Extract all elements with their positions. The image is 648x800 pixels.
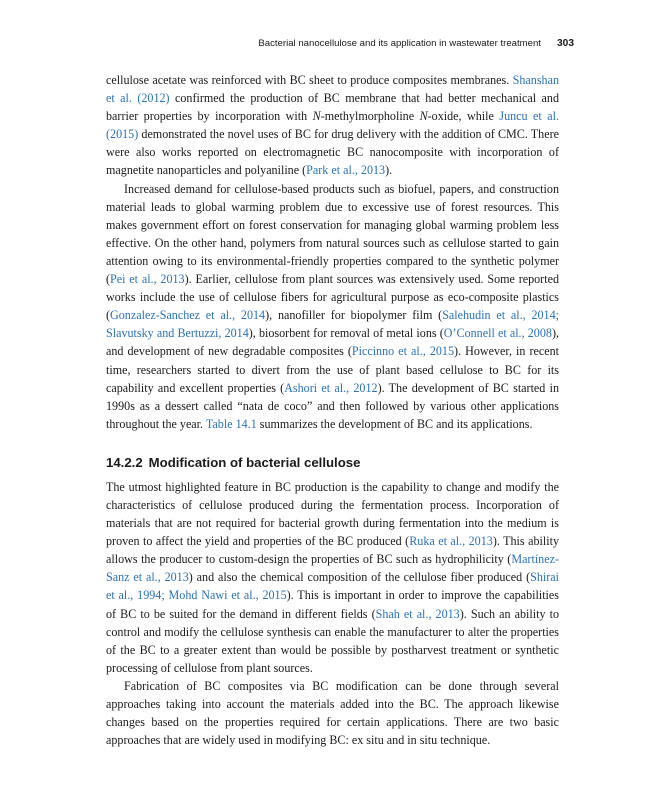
italic-text: N — [419, 109, 428, 124]
citation-link[interactable]: Shirai et al., 1994; Mohd Nawi et al., 2015 — [106, 570, 559, 603]
text-run: confirmed the production of BC membrane that had better mechanical and barrier properties by incorporation with — [106, 91, 559, 124]
text-run: ), biosorbent for removal of metal ions ( — [248, 326, 444, 341]
italic-text: N — [312, 109, 321, 124]
running-title: Bacterial nanocellulose and its application in wastewater treatment — [258, 38, 541, 49]
page-number: 303 — [557, 38, 574, 49]
text-run: demonstrated the novel uses of BC for drug delivery with the addition of CMC. There were also works reported on electromagnetic BC nanocomposite with incorporation of magnetite nanoparticles and polyaniline ( — [106, 127, 559, 178]
text-run: Increased demand for cellulose-based products such as biofuel, papers, and construction material leads to global warming problem due to excessive use of forest resources. This makes government effort on forest conservation for managing global warming problem less effective. On the other hand, polymers from natural sources such as cellulose started to gain attention owing to its environmental-friendly properties compared to the synthetic polymer ( — [106, 181, 559, 287]
citation-link[interactable]: Salehudin et al., 2014; Slavutsky and Bertuzzi, 2014 — [106, 308, 559, 341]
paragraph-1 — [106, 71, 559, 180]
paragraph-3 — [106, 478, 559, 677]
text-run: ) and also the chemical composition of the cellulose fiber produced ( — [188, 570, 531, 585]
citation-link[interactable]: Piccinno et al., 2015 — [351, 344, 455, 359]
text-run: -oxide, while — [427, 109, 500, 124]
table-reference-link[interactable]: Table 14.1 — [205, 416, 257, 431]
paragraph-2 — [106, 180, 559, 433]
citation-link[interactable]: Martínez-Sanz et al., 2013 — [106, 552, 559, 585]
text-run: ). However, in recent time, researchers started to divert from the use of plant based cellulose to BC for its capability and excellent properties ( — [106, 344, 559, 395]
page-body — [106, 71, 559, 749]
citation-link[interactable]: Gonzalez-Sanchez et al., 2014 — [110, 308, 266, 323]
text-run: summarizes the development of BC and its applications. — [256, 416, 533, 431]
text-run: ). Such an ability to control and modify the cellulose synthesis can enable the manufacturer to alter the properties of the BC to a greater extent than would be possible by postharvest treatment or synthetic processing of cellulose from plant sources. — [106, 606, 559, 675]
citation-link[interactable]: Shah et al., 2013 — [375, 606, 460, 621]
text-run: ), and development of new degradable composites ( — [106, 326, 559, 359]
citation-link[interactable]: O’Connell et al., 2008 — [443, 326, 552, 341]
section-heading — [106, 455, 559, 471]
citation-link[interactable]: Pei et al., 2013 — [110, 272, 185, 287]
citation-link[interactable]: Park et al., 2013 — [306, 163, 386, 178]
text-run: -methylmorpholine — [320, 109, 420, 124]
section-title: Modification of bacterial cellulose — [148, 454, 361, 470]
citation-link[interactable]: Ruka et al., 2013 — [409, 534, 493, 549]
text-run: ). This ability allows the producer to custom-design the properties of BC such as hydrophilicity ( — [106, 534, 559, 567]
text-run: cellulose acetate was reinforced with BC sheet to produce composites membranes. — [106, 73, 513, 87]
running-header — [0, 38, 574, 49]
text-run: ). This is important in order to improve the capabilities of BC to be suited for the demand in different fields ( — [106, 588, 559, 621]
paragraph-4 — [106, 677, 559, 749]
text-run: Fabrication of BC composites via BC modification can be done through several approaches taking into account the materials added into the BC. The approach likewise changes based on the properties required for certain applications. There are two basic approaches that are widely used in modifying BC: ex situ and in situ technique. — [106, 678, 559, 748]
text-run: ). The development of BC started in 1990s as a dessert called “nata de coco” and then followed by various other applications throughout the year. — [106, 380, 560, 431]
section-number: 14.2.2 — [106, 454, 143, 470]
text-run: ), nanofiller for biopolymer film ( — [265, 308, 443, 323]
text-run: ). Earlier, cellulose from plant sources was extensively used. Some reported works include the use of cellulose fibers for agricultural purpose as eco-composite plastics ( — [106, 272, 559, 323]
text-run: The utmost highlighted feature in BC production is the capability to change and modify the characteristics of cellulose produced during the fermentation process. Incorporation of materials that are not required for bacterial growth during fermentation into the medium is proven to affect the yield and properties of the BC produced ( — [106, 479, 559, 549]
citation-link[interactable]: Ashori et al., 2012 — [284, 380, 378, 395]
citation-link[interactable]: Juncu et al. (2015) — [106, 109, 559, 142]
text-run: ). — [385, 163, 393, 178]
citation-link[interactable]: Shanshan et al. (2012) — [106, 73, 559, 106]
